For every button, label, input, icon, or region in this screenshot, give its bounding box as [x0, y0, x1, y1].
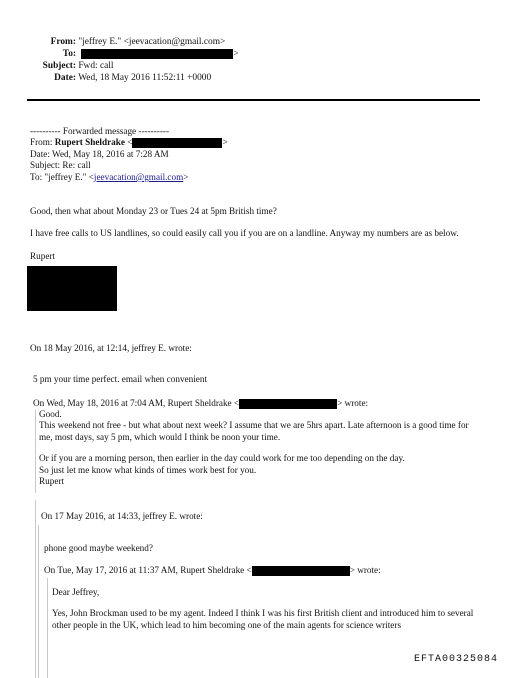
quote-bar: [35, 410, 36, 493]
forward-to-prefix: To: "jeffrey E." <: [30, 172, 94, 182]
header-date-row: [30, 73, 211, 85]
quote-1-attribution: On 18 May 2016, at 12:14, jeffrey E. wrote:: [30, 343, 192, 353]
quote-2-attribution-pre: On Wed, May 18, 2016 at 7:04 AM, Rupert Sheldrake <: [33, 398, 240, 408]
to-label: To:: [62, 49, 76, 60]
header-divider: [27, 99, 480, 101]
body-paragraph-2: I have free calls to US landlines, so could easily call you if you are on a landline. Anyway my numbers are as below.: [30, 228, 459, 238]
redaction-bar: [132, 138, 222, 148]
subject-label: Subject:: [42, 61, 76, 71]
quote-bar: [38, 525, 39, 678]
forward-to-close: >: [183, 172, 189, 182]
quote-2-attribution: [33, 398, 368, 410]
forward-from-name: Rupert Sheldrake: [54, 137, 125, 147]
quote-4-attribution-post: > wrote:: [349, 565, 381, 575]
quote-3-text: phone good maybe weekend?: [44, 543, 153, 553]
from-label: From:: [50, 37, 76, 47]
forward-to-email-link[interactable]: jeevacation@gmail.com: [93, 172, 184, 182]
quote-4-greeting: Dear Jeffrey,: [52, 587, 100, 597]
body-signature: Rupert: [30, 251, 56, 261]
body-paragraph-1: Good, then what about Monday 23 or Tues 24 at 5pm British time?: [30, 206, 277, 216]
header-to-row: [30, 49, 239, 61]
quote-2-signature: Rupert: [39, 476, 65, 486]
quote-2-greeting: Good.: [39, 409, 62, 419]
date-value: Wed, 18 May 2016 11:52:11 +0000: [78, 73, 212, 83]
forward-to-row: [30, 172, 188, 184]
quote-bar: [47, 578, 48, 678]
forward-from-close: >: [222, 137, 228, 147]
redaction-bar: [81, 49, 233, 59]
subject-value: Fwd: call: [78, 61, 114, 71]
forward-from-row: [30, 137, 228, 149]
from-value: "jeffrey E." <jeevacation@gmail.com>: [78, 37, 226, 47]
to-suffix: >: [233, 49, 239, 60]
quote-2-attribution-post: > wrote:: [337, 398, 369, 408]
quote-2-paragraph-2a: Or if you are a morning person, then earlier in the day could work for me too depending on the day.: [39, 453, 405, 463]
quote-4-attribution: [44, 565, 381, 577]
document-id: EFTA00325084: [413, 653, 498, 665]
quote-2-paragraph-1: This weekend not free - but what about next week? I assume that we are 5hrs apart. Late afternoon is a good time for me, most days, say 5 pm, which would I think be noon your time.: [39, 420, 469, 442]
quote-2-paragraph-2b: So just let me know what kinds of times work best for you.: [39, 465, 257, 475]
redaction-bar: [239, 399, 337, 409]
forward-subject: Subject: Re: call: [30, 160, 91, 170]
header-subject-row: [30, 61, 114, 73]
redaction-bar: [252, 566, 350, 576]
forward-divider: ---------- Forwarded message ----------: [30, 126, 170, 136]
forward-date: Date: Wed, May 18, 2016 at 7:28 AM: [30, 149, 169, 159]
forward-from-open: <: [127, 137, 133, 147]
quote-bar: [35, 500, 36, 678]
date-label: Date:: [54, 73, 76, 83]
quote-4-attribution-pre: On Tue, May 17, 2016 at 11:37 AM, Rupert Sheldrake <: [44, 565, 252, 575]
quote-3-attribution: On 17 May 2016, at 14:33, jeffrey E. wrote:: [41, 511, 203, 521]
quote-4-paragraph-1: Yes, John Brockman used to be my agent. Indeed I think I was his first British client and introduced him to several other people in the UK, which lead to him becoming one of the main agents for science writers: [52, 608, 474, 630]
forward-from-prefix: From:: [30, 137, 53, 147]
header-from-row: [30, 37, 225, 49]
quote-1-text: 5 pm your time perfect. email when convenient: [33, 374, 207, 384]
redaction-block: [27, 266, 117, 311]
